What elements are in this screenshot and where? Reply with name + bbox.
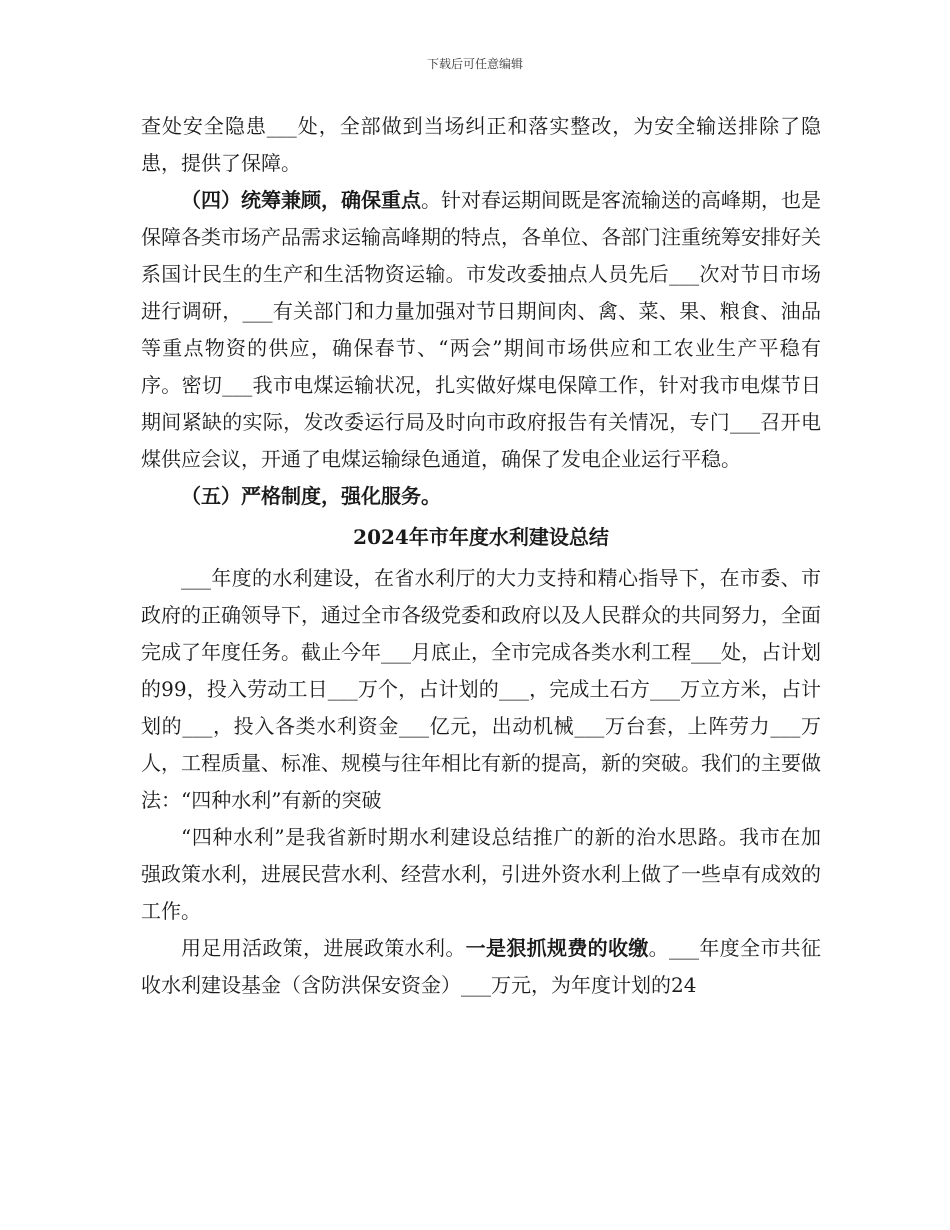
paragraph-section-four: [141, 182, 821, 478]
policy-bold: 一是狠抓规费的收缴: [465, 936, 649, 960]
policy-body: 。___年度全市共征收水利建设基金（含防洪保安资金）___万元，为年度计划的24: [141, 936, 822, 997]
section-four-heading: （四）统筹兼顾，确保重点: [181, 188, 421, 212]
section-five-heading: （五）严格制度，强化服务。: [181, 484, 441, 508]
paragraph-safety: 查处安全隐患___处，全部做到当场纠正和落实整改，为安全输送排除了隐患，提供了保障。: [141, 114, 821, 175]
page-header: 下载后可任意编辑: [426, 57, 523, 71]
paragraph-summary: ___年度的水利建设，在省水利厅的大力支持和精心指导下，在市委、市政府的正确领导下，通过全市各级党委和政府以及人民群众的共同努力，全面完成了年度任务。截止今年___月底止，全市完成各类水利工程___处，占计划的99，投入劳动工日___万个，占计划的___，完成土石方___万立方米，占计划的___，投入各类水利资金___亿元，出动机械___万台套，上阵劳力___万人，工程质量、标准、规模与往年相比有新的提高，新的突破。我们的主要做法：“四种水利”有新的突破: [141, 566, 821, 812]
policy-lead: 用足用活政策，进展政策水利。: [181, 936, 466, 960]
document-body: [141, 108, 821, 1004]
paragraph-four-water: “四种水利”是我省新时期水利建设总结推广的新的治水思路。我市在加强政策水利，进展民营水利、经营水利，引进外资水利上做了一些卓有成效的工作。: [141, 825, 821, 923]
paragraph-policy: [141, 930, 821, 1004]
section-four-body: 。针对春运期间既是客流输送的高峰期，也是保障各类市场产品需求运输高峰期的特点，各单位、各部门注重统筹安排好关系国计民生的生产和生活物资运输。市发改委抽点人员先后___次对节日市场进行调研，___有关部门和力量加强对节日期间肉、禽、菜、果、粮食、油品等重点物资的供应，确保春节、“两会”期间市场供应和工农业生产平稳有序。密切___我市电煤运输状况，扎实做好煤电保障工作，针对我市电煤节日期间紧缺的实际，发改委运行局及时向市政府报告有关情况，专门___召开电煤供应会议，开通了电煤运输绿色通道，确保了发电企业运行平稳。: [141, 188, 821, 471]
document-title: 2024年市年度水利建设总结: [353, 525, 609, 549]
